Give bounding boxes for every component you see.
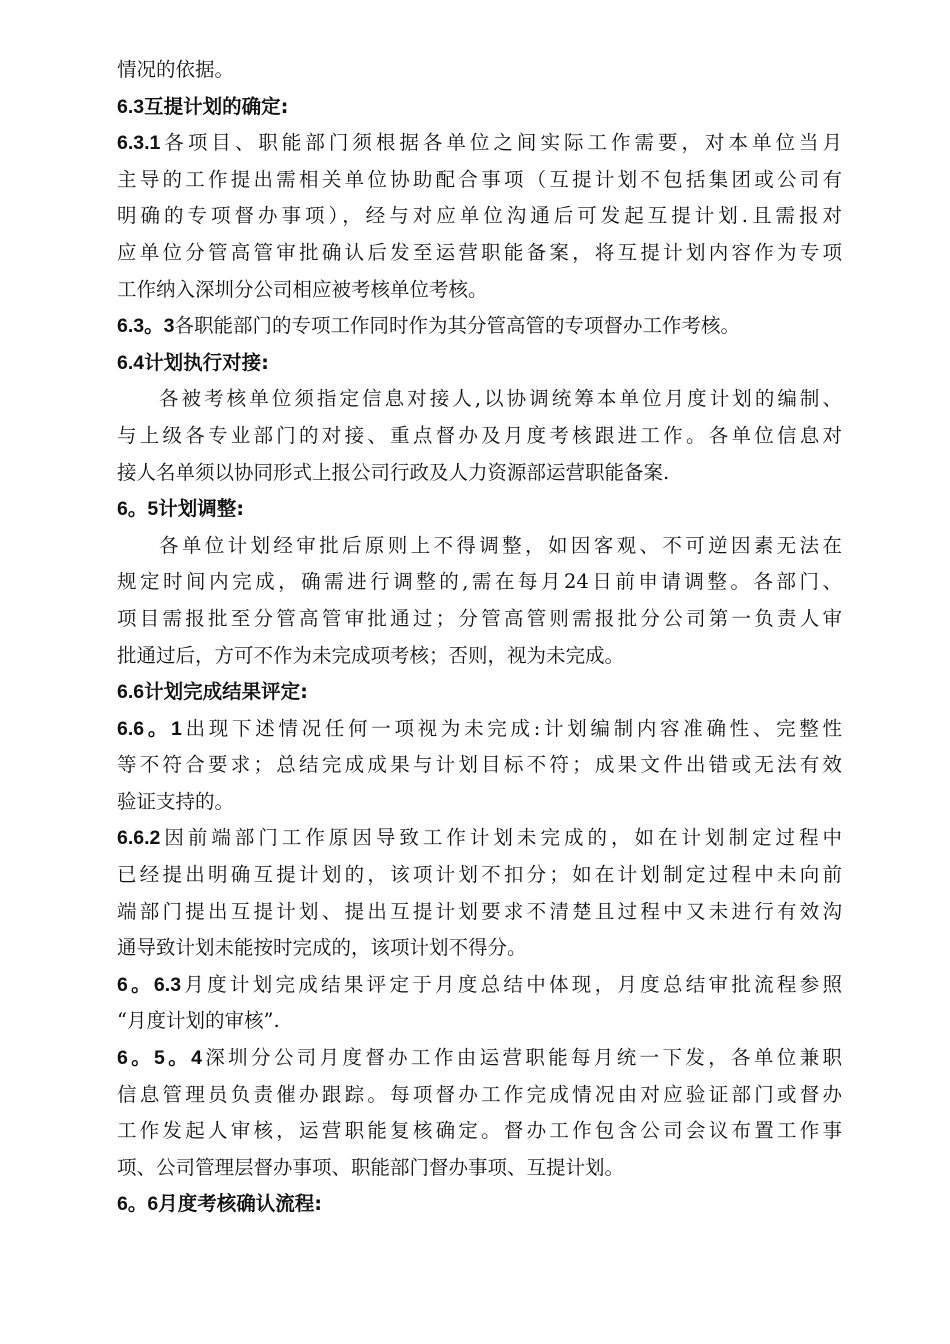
clause-number: 6。6.3 (117, 973, 182, 996)
paragraph-line: 工作发起人审核，运营职能复核确定。督办工作包含公司会议布置工作事 (117, 1119, 842, 1143)
section-heading (117, 89, 842, 126)
clause-text: 各项目、职能部门须根据各单位之间实际工作需要，对本单位当月 (160, 131, 842, 155)
paragraph-line: “月度计划的审核”. (117, 1009, 280, 1033)
numbered-paragraph-line (117, 1040, 842, 1077)
paragraph-line: 等不符合要求；总结完成成果与计划目标不符；成果文件出错或无法有效 (117, 753, 842, 777)
clause-number: 6。5。4 (117, 1047, 202, 1070)
numbered-paragraph-line (117, 125, 842, 162)
paragraph-line: 验证支持的。 (117, 789, 235, 813)
numbered-paragraph-line (117, 308, 842, 345)
section-heading (117, 1186, 842, 1223)
clause-number: 6.6。1 (117, 717, 182, 740)
clause-text: 月度计划完成结果评定于月度总结中体现，月度总结审批流程参照 (181, 972, 842, 996)
section-title: 计划完成结果评定: (144, 680, 308, 704)
paragraph-line: 信息管理员负责催办跟踪。每项督办工作完成情况由对应验证部门或督办 (117, 1082, 842, 1106)
clause-text: 深圳分公司月度督办工作由运营职能每月统一下发，各单位兼职 (201, 1046, 842, 1070)
section-number: 6。6 (117, 1193, 159, 1216)
section-title: 计划调整: (158, 497, 245, 521)
paragraph-line: 项、公司管理层督办事项、职能部门督办事项、互提计划。 (117, 1155, 625, 1179)
paragraph-line: 端部门提出互提计划、提出互提计划要求不清楚且过程中又未进行有效沟 (117, 899, 842, 923)
numbered-paragraph-line (117, 967, 842, 1004)
clause-text: 因前端部门工作原因导致工作计划未完成的，如在计划制定过程中 (160, 826, 842, 850)
paragraph-line: 已经提出明确互提计划的，该项计划不扣分；如在计划制定过程中未向前 (117, 863, 842, 887)
paragraph-line: 接人名单须以协同形式上报公司行政及人力资源部运营职能备案. (117, 460, 670, 484)
paragraph-line: 与上级各专业部门的对接、重点督办及月度考核跟进工作。各单位信息对 (117, 423, 842, 447)
section-number: 6.4 (117, 351, 145, 374)
paragraph-line: 各被考核单位须指定信息对接人,以协调统筹本单位月度计划的编制、 (159, 387, 842, 411)
paragraph-line: 工作纳入深圳分公司相应被考核单位考核。 (117, 277, 488, 301)
paragraph-line: 通导致计划未能按时完成的，该项计划不得分。 (117, 936, 527, 960)
paragraph-line: 明确的专项督办事项），经与对应单位沟通后可发起互提计划.且需报对 (117, 204, 842, 228)
numbered-paragraph-line (117, 711, 842, 748)
document-page (117, 52, 842, 1223)
section-heading (117, 345, 842, 382)
clause-number: 6.6.2 (117, 827, 161, 850)
section-number: 6。5 (117, 498, 159, 521)
section-number: 6.3 (117, 95, 145, 118)
clause-text: 出现下述情况任何一项视为未完成:计划编制内容准确性、完整性 (181, 716, 842, 740)
clause-text: 各职能部门的专项工作同时作为其分管高管的专项督办工作考核。 (174, 314, 740, 338)
paragraph-line: 应单位分管高管审批确认后发至运营职能备案，将互提计划内容作为专项 (117, 240, 842, 264)
section-title: 互提计划的确定: (144, 94, 289, 118)
section-title: 计划执行对接: (144, 350, 269, 374)
clause-number: 6.3。3 (117, 315, 175, 338)
paragraph-line: 规定时间内完成，确需进行调整的,需在每月24日前申请调整。各部门、 (117, 570, 842, 594)
section-title: 月度考核确认流程: (158, 1192, 323, 1216)
section-number: 6.6 (117, 681, 145, 704)
section-heading (117, 674, 842, 711)
clause-number: 6.3.1 (117, 132, 161, 155)
paragraph-line: 批通过后，方可不作为未完成项考核；否则，视为未完成。 (117, 643, 625, 667)
paragraph-line: 情况的依据。 (117, 58, 235, 81)
paragraph-line: 各单位计划经审批后原则上不得调整，如因客观、不可逆因素无法在 (159, 533, 842, 557)
numbered-paragraph-line (117, 820, 842, 857)
section-heading (117, 491, 842, 528)
paragraph-line: 项目需报批至分管高管审批通过；分管高管则需报批分公司第一负责人审 (117, 606, 842, 630)
paragraph-line: 主导的工作提出需相关单位协助配合事项（互提计划不包括集团或公司有 (117, 167, 842, 191)
